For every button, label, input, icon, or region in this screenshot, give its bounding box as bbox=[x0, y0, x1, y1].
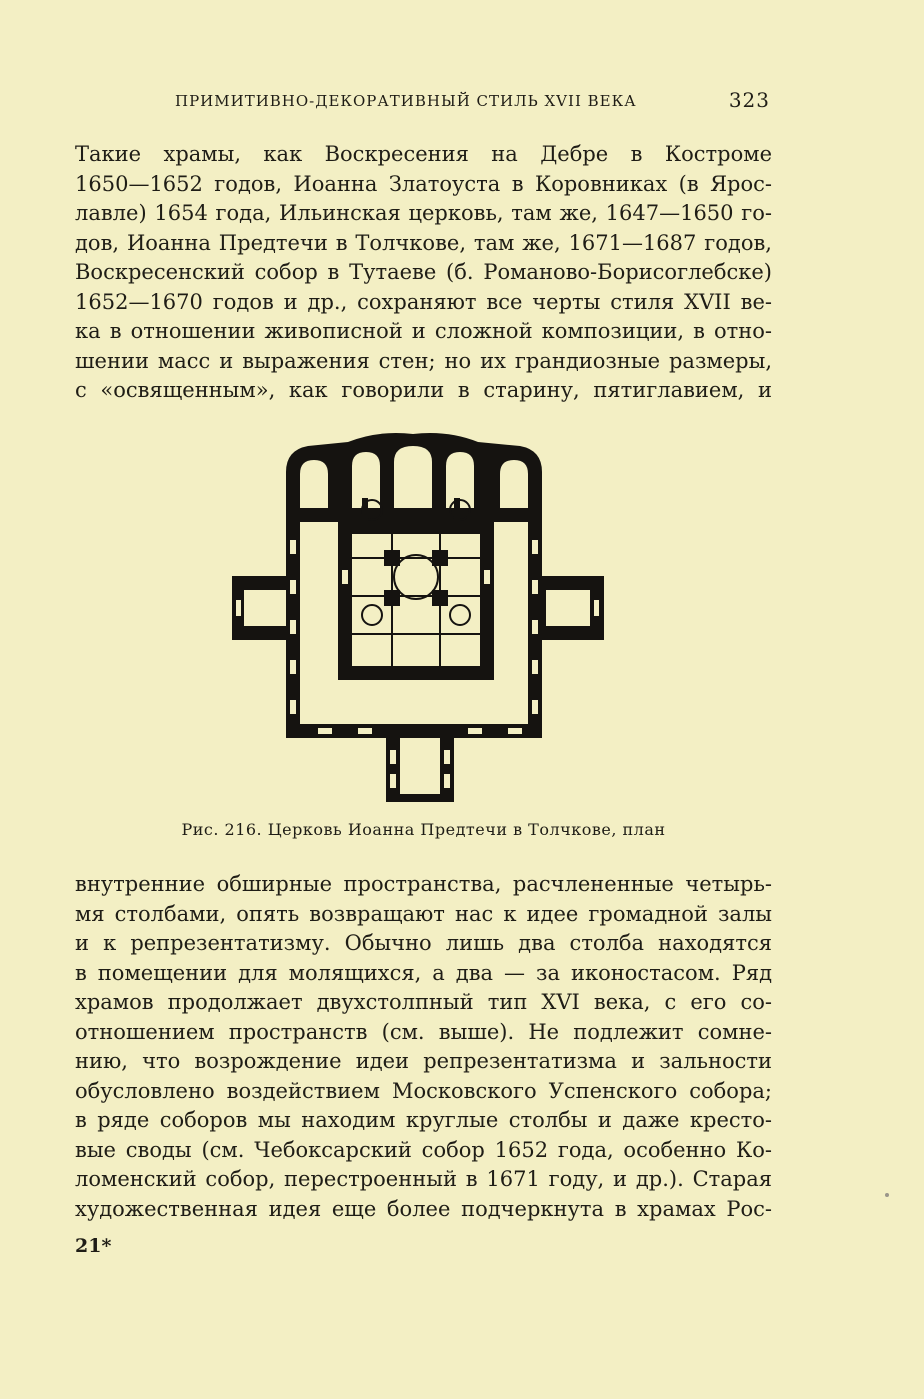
signature-mark: 21* bbox=[75, 1235, 112, 1257]
text-line: и к репрезентатизму. Обычно лишь два столба находятся bbox=[75, 931, 772, 955]
church-floor-plan bbox=[228, 430, 608, 805]
text-line: вые своды (см. Чебоксарский собор 1652 года, особенно Ко- bbox=[75, 1137, 772, 1162]
text-line: в ряде соборов мы находим круглые столбы и даже кресто- bbox=[75, 1108, 772, 1132]
text-line: нию, что возрождение идеи репрезентатизма и зальности bbox=[75, 1049, 772, 1073]
text-line: ка в отношении живописной и сложной композиции, в отно- bbox=[75, 319, 772, 343]
text-line: 1652—1670 годов и др., сохраняют все черты стиля XVII ве- bbox=[75, 289, 772, 314]
text-line: дов, Иоанна Предтечи в Толчкове, там же, 1671—1687 годов, bbox=[75, 230, 772, 255]
text-line: внутренние обширные пространства, расчлененные четырь- bbox=[75, 872, 772, 896]
text-line: в помещении для молящихся, а два — за иконостасом. Ряд bbox=[75, 960, 772, 985]
text-line: 1650—1652 годов, Иоанна Златоуста в Коровниках (в Ярос- bbox=[75, 171, 772, 196]
paragraph-1 bbox=[75, 140, 772, 406]
text-line: храмов продолжает двухстолпный тип XVI века, с его со- bbox=[75, 990, 772, 1014]
paragraph-2 bbox=[75, 870, 772, 1224]
dust-speck bbox=[885, 1193, 889, 1197]
figure-caption: Рис. 216. Церковь Иоанна Предтечи в Толчкове, план bbox=[181, 820, 666, 839]
text-line: Такие храмы, как Воскресения на Дебре в Костроме bbox=[75, 142, 772, 166]
text-line: отношением пространств (см. выше). Не подлежит сомне- bbox=[75, 1019, 772, 1044]
text-line: мя столбами, опять возвращают нас к идее громадной залы bbox=[75, 901, 772, 926]
text-line: лавле) 1654 года, Ильинская церковь, там же, 1647—1650 го- bbox=[75, 201, 772, 225]
running-head bbox=[75, 88, 772, 116]
text-line: художественная идея еще более подчеркнута в храмах Рос- bbox=[75, 1196, 772, 1221]
running-title: ПРИМИТИВНО-ДЕКОРАТИВНЫЙ СТИЛЬ XVII ВЕКА bbox=[175, 92, 637, 110]
text-line: Воскресенский собор в Тутаеве (б. Романово-Борисоглебске) bbox=[75, 260, 772, 284]
text-line: шении масс и выражения стен; но их грандиозные размеры, bbox=[75, 348, 772, 373]
text-line: обусловлено воздействием Московского Успенского собора; bbox=[75, 1078, 772, 1103]
page-number: 323 bbox=[728, 88, 770, 112]
text-line: с «освященным», как говорили в старину, пятиглавием, и bbox=[75, 378, 772, 402]
text-line: ломенский собор, перестроенный в 1671 году, и др.). Старая bbox=[75, 1167, 772, 1191]
